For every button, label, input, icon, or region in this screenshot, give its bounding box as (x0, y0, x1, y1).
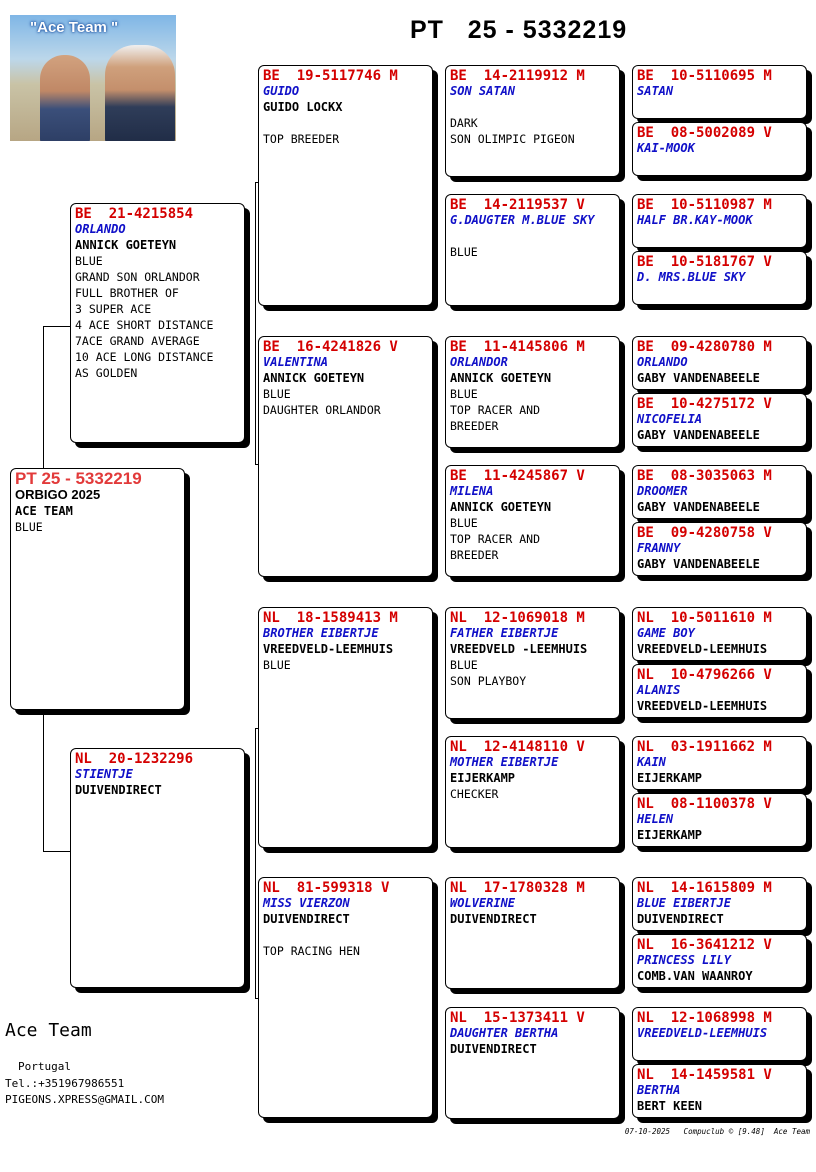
owner-name: VREEDVELD -LEEMHUIS (450, 642, 588, 656)
ring-number: NL 08-1100378 V (637, 796, 772, 812)
owner-name: EIJERKAMP (637, 771, 703, 785)
great-grandparent-card (445, 336, 620, 448)
owner-name: GABY VANDENABEELE (637, 371, 760, 385)
owner-name: GABY VANDENABEELE (637, 557, 760, 571)
detail-line: TOP RACER AND (450, 532, 541, 546)
footer-phone: Tel.:+351967986551 (5, 1077, 125, 1090)
gg-grandparent-card (632, 877, 807, 931)
dam-ring-number: NL 20-1232296 (75, 751, 194, 767)
detail-line: TOP RACING HEN (263, 944, 360, 958)
owner-name: GABY VANDENABEELE (637, 500, 760, 514)
ring-number: NL 12-1069018 M (450, 610, 585, 626)
sire-detail: FULL BROTHER OF (75, 286, 179, 300)
owner-name: GABY VANDENABEELE (637, 428, 760, 442)
gg-grandparent-card (632, 522, 807, 576)
footer-team-name: Ace Team (5, 1020, 92, 1041)
pigeon-name: ORLANDOR (450, 355, 508, 369)
gg-grandparent-card (632, 194, 807, 248)
great-grandparent-card (445, 1007, 620, 1119)
ring-number: BE 08-5002089 V (637, 125, 772, 141)
connector-line (255, 182, 256, 464)
footer-email: PIGEONS.XPRESS@GMAIL.COM (5, 1093, 164, 1106)
owner-name: DUIVENDIRECT (263, 912, 350, 926)
pigeon-name: HELEN (637, 812, 674, 826)
pigeon-name: DAUGHTER BERTHA (450, 1026, 559, 1040)
person-figure (40, 55, 90, 141)
sire-owner: ANNICK GOETEYN (75, 238, 177, 252)
ring-number: BE 19-5117746 M (263, 68, 398, 84)
ring-number: BE 10-5110695 M (637, 68, 772, 84)
connector-line (43, 851, 70, 852)
ring-number: NL 81-599318 V (263, 880, 390, 896)
gg-grandparent-card (632, 1064, 807, 1118)
subject-ring-number: PT 25 - 5332219 (15, 469, 142, 488)
dam-owner: DUIVENDIRECT (75, 783, 162, 797)
owner-name: VREEDVELD-LEEMHUIS (263, 642, 394, 656)
owner-name: ANNICK GOETEYN (450, 371, 552, 385)
great-grandparent-card (445, 65, 620, 177)
owner-name: DUIVENDIRECT (450, 912, 537, 926)
pigeon-name: FATHER EIBERTJE (450, 626, 559, 640)
detail-line: BLUE (450, 387, 478, 401)
sire-card (70, 203, 245, 443)
pigeon-name: VREEDVELD-LEEMHUIS (637, 1026, 768, 1040)
grandparent-card (258, 877, 433, 1118)
detail-line: BLUE (450, 516, 478, 530)
ring-number: BE 09-4280758 V (637, 525, 772, 541)
ring-number: NL 12-1068998 M (637, 1010, 772, 1026)
detail-line: SON PLAYBOY (450, 674, 527, 688)
ring-number: BE 14-2119912 M (450, 68, 585, 84)
ring-number: BE 11-4245867 V (450, 468, 585, 484)
ring-number: NL 16-3641212 V (637, 937, 772, 953)
owner-name: ANNICK GOETEYN (263, 371, 365, 385)
ring-number: NL 10-4796266 V (637, 667, 772, 683)
detail-line: DAUGHTER ORLANDOR (263, 403, 381, 417)
pigeon-name: FRANNY (637, 541, 681, 555)
ring-number: BE 09-4280780 M (637, 339, 772, 355)
connector-line (43, 712, 44, 851)
great-grandparent-card (445, 877, 620, 989)
team-photo (10, 15, 176, 141)
sire-ring-number: BE 21-4215854 (75, 206, 194, 222)
pigeon-name: MILENA (450, 484, 494, 498)
grandparent-card (258, 65, 433, 306)
gg-grandparent-card (632, 793, 807, 847)
owner-name: BERT KEEN (637, 1099, 703, 1113)
detail-line: BLUE (263, 658, 291, 672)
owner-name: GUIDO LOCKX (263, 100, 343, 114)
subject-line: ACE TEAM (15, 504, 73, 518)
gg-grandparent-card (632, 934, 807, 988)
ring-number: NL 14-1615809 M (637, 880, 772, 896)
detail-line: BLUE (450, 245, 478, 259)
connector-line (43, 326, 70, 327)
gg-grandparent-card (632, 1007, 807, 1061)
detail-line: BREEDER (450, 419, 499, 433)
ring-number: NL 18-1589413 M (263, 610, 398, 626)
owner-name: VREEDVELD-LEEMHUIS (637, 699, 768, 713)
great-grandparent-card (445, 465, 620, 577)
grandparent-card (258, 336, 433, 577)
dam-name: STIENTJE (75, 767, 133, 781)
sire-detail: 10 ACE LONG DISTANCE (75, 350, 214, 364)
person-figure (105, 45, 175, 141)
pigeon-name: KAIN (637, 755, 666, 769)
pigeon-name: PRINCESS LILY (637, 953, 731, 967)
gg-grandparent-card (632, 736, 807, 790)
detail-line: DARK (450, 116, 478, 130)
photo-banner: "Ace Team " (30, 19, 119, 36)
owner-name: VREEDVELD-LEEMHUIS (637, 642, 768, 656)
pigeon-name: GUIDO (263, 84, 300, 98)
sire-name: ORLANDO (75, 222, 126, 236)
ring-number: BE 16-4241826 V (263, 339, 398, 355)
ring-number: NL 12-4148110 V (450, 739, 585, 755)
detail-line: SON OLIMPIC PIGEON (450, 132, 575, 146)
owner-name: ANNICK GOETEYN (450, 500, 552, 514)
pigeon-name: VALENTINA (263, 355, 329, 369)
great-grandparent-card (445, 736, 620, 848)
pigeon-name: WOLVERINE (450, 896, 516, 910)
ring-number: NL 10-5011610 M (637, 610, 772, 626)
sire-detail: BLUE (75, 254, 103, 268)
ring-number: BE 08-3035063 M (637, 468, 772, 484)
sire-detail: AS GOLDEN (75, 366, 138, 380)
owner-name: EIJERKAMP (450, 771, 516, 785)
pigeon-name: G.DAUGTER M.BLUE SKY (450, 213, 595, 227)
detail-line: CHECKER (450, 787, 499, 801)
owner-name: COMB.VAN WAANROY (637, 969, 753, 983)
owner-name: DUIVENDIRECT (637, 912, 724, 926)
pigeon-name: DROOMER (637, 484, 688, 498)
pigeon-name: BLUE EIBERTJE (637, 896, 731, 910)
sire-detail: 4 ACE SHORT DISTANCE (75, 318, 214, 332)
detail-line: TOP RACER AND (450, 403, 541, 417)
pigeon-name: BERTHA (637, 1083, 681, 1097)
gg-grandparent-card (632, 465, 807, 519)
pigeon-name: GAME BOY (637, 626, 695, 640)
pigeon-name: KAI-MOOK (637, 141, 695, 155)
ring-number: NL 15-1373411 V (450, 1010, 585, 1026)
gg-grandparent-card (632, 65, 807, 119)
detail-line: BREEDER (450, 548, 499, 562)
gg-grandparent-card (632, 607, 807, 661)
subject-card (10, 468, 185, 710)
ring-number: BE 11-4145806 M (450, 339, 585, 355)
pigeon-name: ORLANDO (637, 355, 688, 369)
grandparent-card (258, 607, 433, 848)
pigeon-name: MOTHER EIBERTJE (450, 755, 559, 769)
ring-number: NL 17-1780328 M (450, 880, 585, 896)
ring-number: BE 10-5181767 V (637, 254, 772, 270)
owner-name: DUIVENDIRECT (450, 1042, 537, 1056)
footer-country: Portugal (18, 1060, 71, 1073)
pigeon-name: SATAN (637, 84, 674, 98)
gg-grandparent-card (632, 664, 807, 718)
pigeon-name: MISS VIERZON (263, 896, 350, 910)
print-info: 07-10-2025 Compuclub © [9.48] Ace Team (624, 1127, 810, 1136)
gg-grandparent-card (632, 336, 807, 390)
ring-number: BE 10-4275172 V (637, 396, 772, 412)
dam-card (70, 748, 245, 988)
pigeon-name: SON SATAN (450, 84, 516, 98)
ring-number: NL 14-1459581 V (637, 1067, 772, 1083)
pigeon-name: NICOFELIA (637, 412, 703, 426)
gg-grandparent-card (632, 122, 807, 176)
great-grandparent-card (445, 194, 620, 306)
pedigree-title: PT 25 - 5332219 (410, 16, 628, 44)
owner-name: EIJERKAMP (637, 828, 703, 842)
detail-line: BLUE (263, 387, 291, 401)
detail-line: TOP BREEDER (263, 132, 340, 146)
sire-detail: GRAND SON ORLANDOR (75, 270, 200, 284)
detail-line: BLUE (450, 658, 478, 672)
ring-number: NL 03-1911662 M (637, 739, 772, 755)
subject-line: ORBIGO 2025 (15, 487, 101, 502)
gg-grandparent-card (632, 251, 807, 305)
ring-number: BE 14-2119537 V (450, 197, 585, 213)
sire-detail: 3 SUPER ACE (75, 302, 152, 316)
pigeon-name: HALF BR.KAY-MOOK (637, 213, 753, 227)
great-grandparent-card (445, 607, 620, 719)
connector-line (255, 728, 256, 998)
sire-detail: 7ACE GRAND AVERAGE (75, 334, 200, 348)
pigeon-name: BROTHER EIBERTJE (263, 626, 379, 640)
pigeon-name: D. MRS.BLUE SKY (637, 270, 746, 284)
pigeon-name: ALANIS (637, 683, 681, 697)
subject-detail: BLUE (15, 520, 43, 534)
ring-number: BE 10-5110987 M (637, 197, 772, 213)
gg-grandparent-card (632, 393, 807, 447)
connector-line (43, 326, 44, 471)
